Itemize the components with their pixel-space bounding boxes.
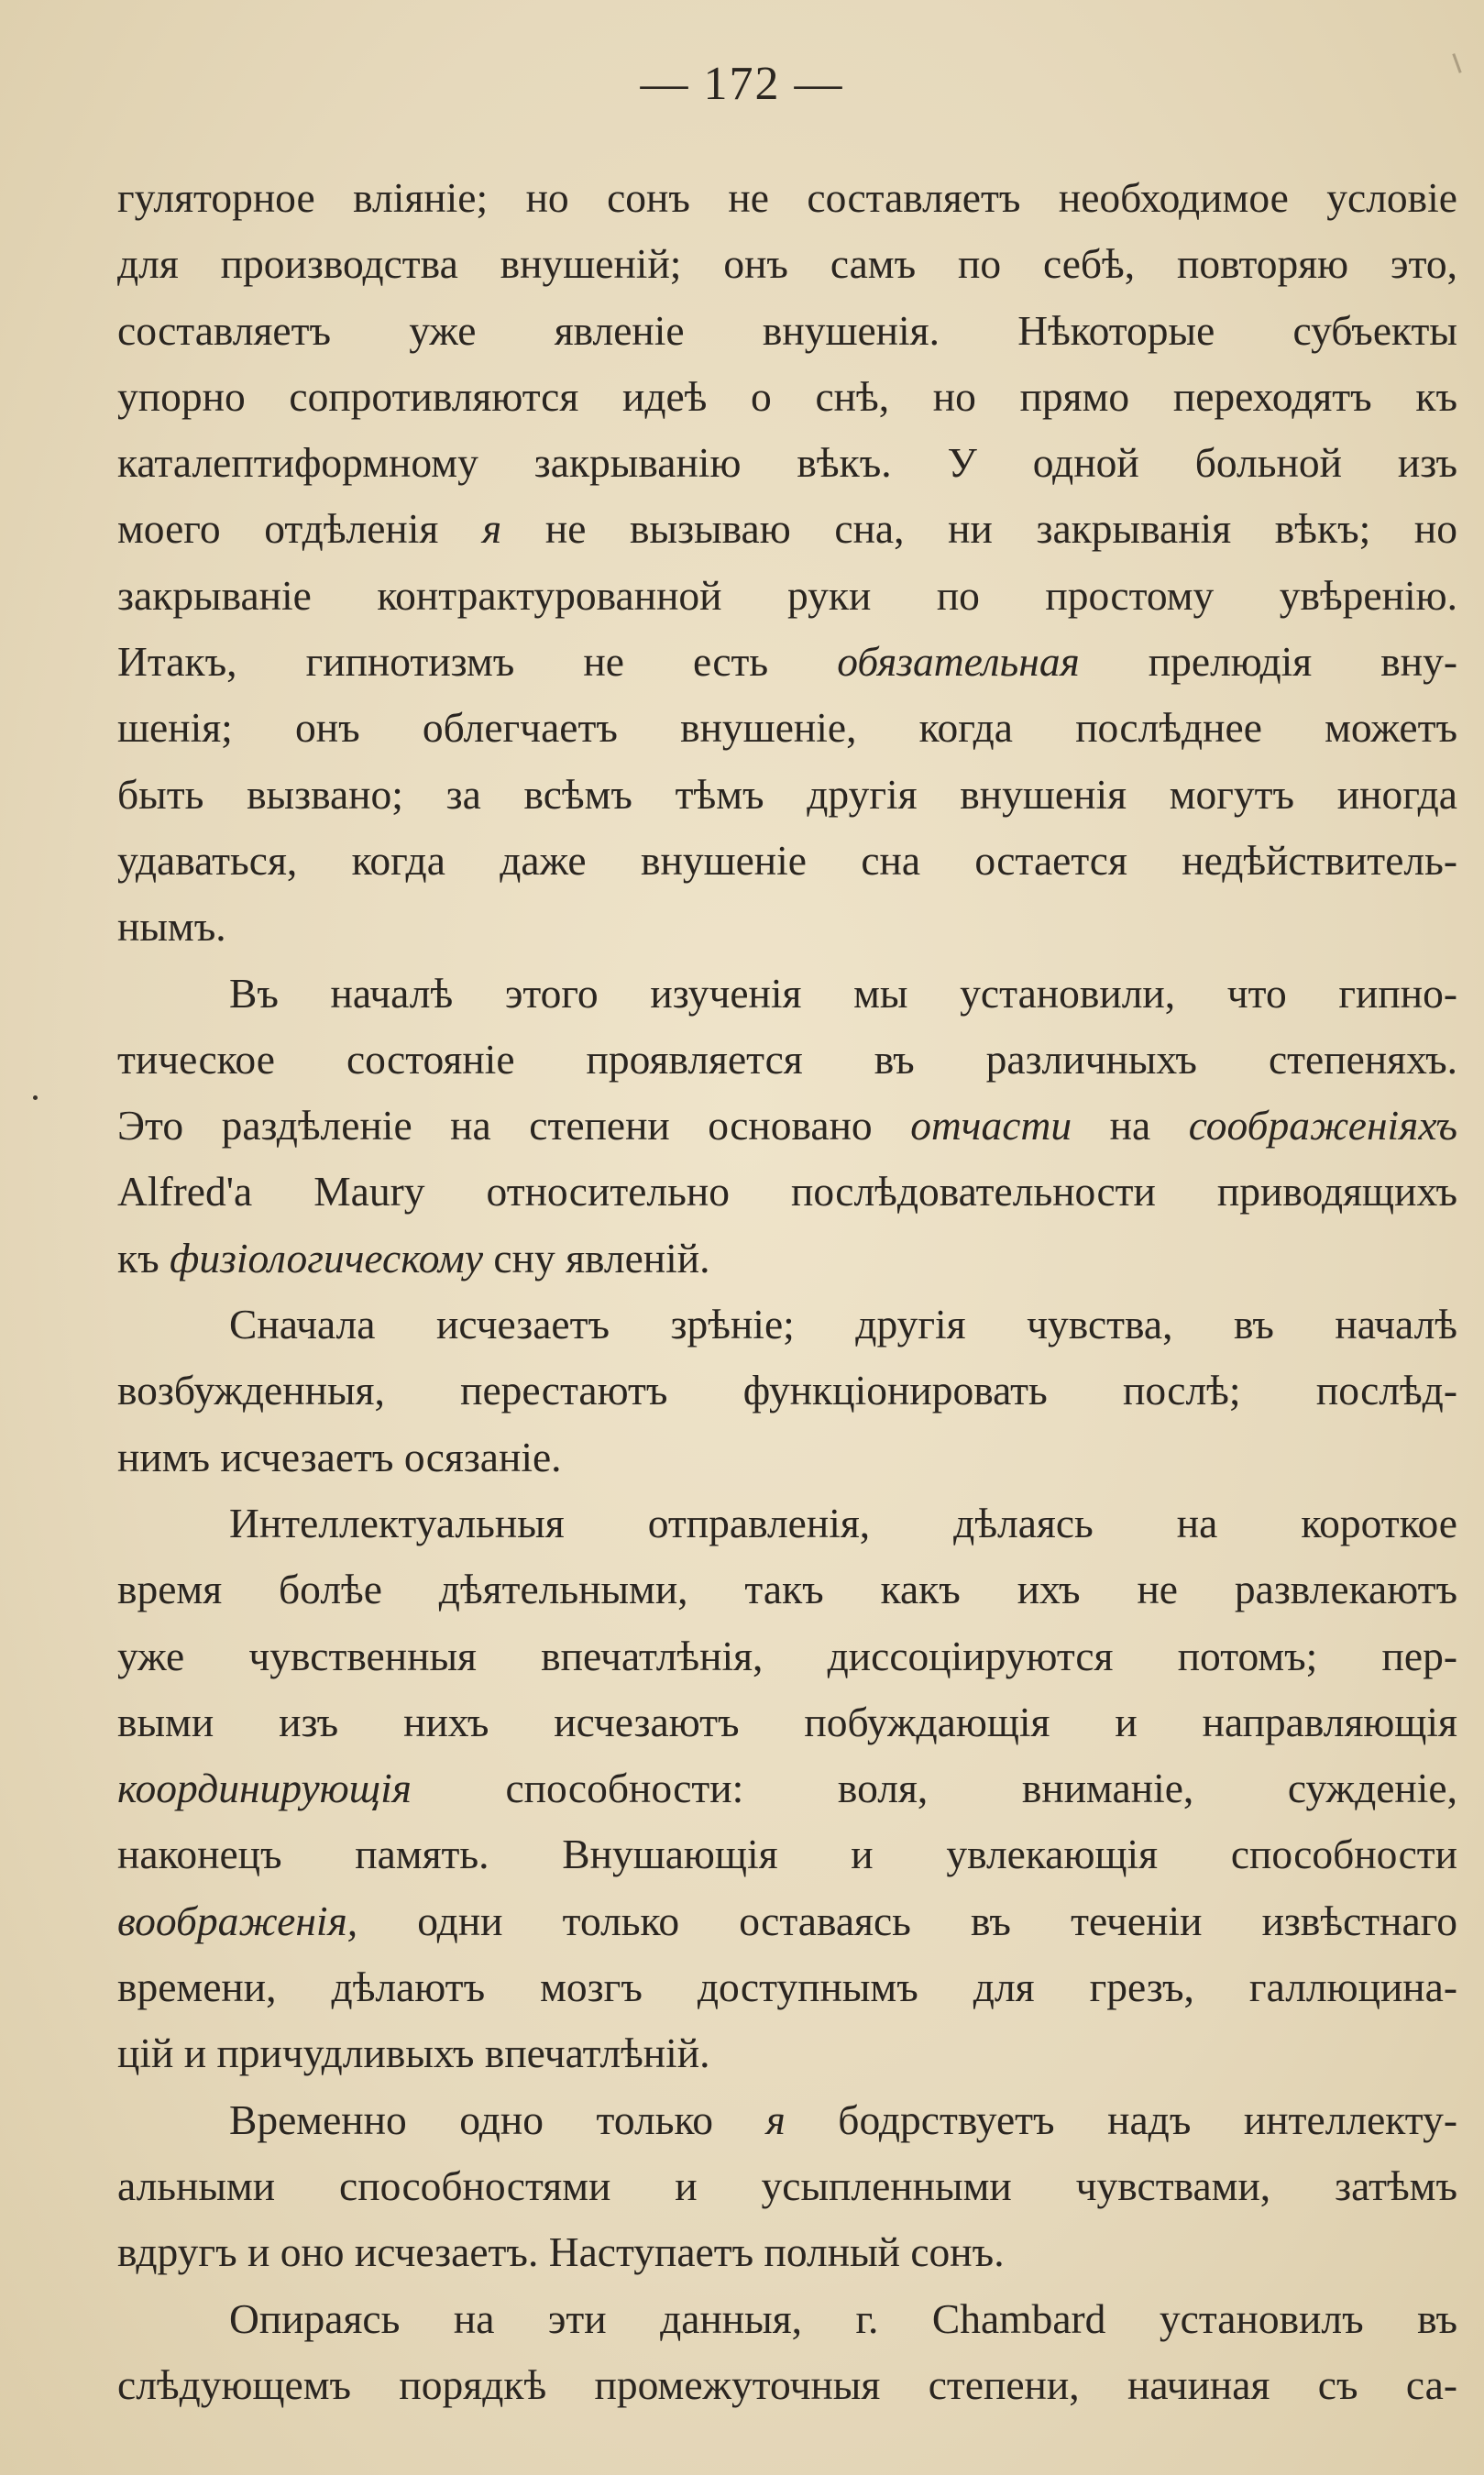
paragraph-3 [117, 1292, 1457, 1490]
text-line: моего отдѣленія я не вызываю сна, ни закрыванія вѣкъ; но [117, 505, 1457, 553]
text-line: нимъ исчезаетъ осязаніе. [117, 1433, 562, 1480]
text-line: шенія; онъ облегчаетъ внушеніе, когда послѣднее можетъ [117, 704, 1457, 752]
text-line: гуляторное вліяніе; но сонъ не составляетъ необходимое условіе [117, 174, 1457, 221]
text-line: каталептиформному закрыванію вѣкъ. У одной больной изъ [117, 439, 1457, 487]
text-line: время болѣе дѣятельными, такъ какъ ихъ не развлекаютъ [117, 1566, 1457, 1613]
text-line: слѣдующемъ порядкѣ промежуточныя степени, начиная съ са- [117, 2360, 1457, 2408]
paragraph-5 [117, 2087, 1457, 2286]
text-line: выми изъ нихъ исчезаютъ побуждающія и направляющія [117, 1698, 1457, 1745]
text-line: составляетъ уже явленіе внушенія. Нѣкоторые субъекты [117, 306, 1457, 354]
text-line: координирующія способности: воля, вниманіе, сужденіе, [117, 1765, 1457, 1812]
text-line: вдругъ и оно исчезаетъ. Наступаетъ полный сонъ. [117, 2228, 1005, 2276]
text-line: наконецъ память. Внушающія и увлекающія способности [117, 1831, 1457, 1878]
text-line: воображенія, одни только оставаясь въ теченіи извѣстнаго [117, 1897, 1457, 1944]
text-line: Временно одно только я бодрствуетъ надъ интеллекту- [229, 2096, 1457, 2143]
margin-speck [33, 1095, 38, 1100]
text-line: альными способностями и усыпленными чувствами, затѣмъ [117, 2162, 1457, 2209]
paragraph-6 [117, 2286, 1457, 2419]
text-line: уже чувственныя впечатлѣнія, диссоціируются потомъ; пер- [117, 1632, 1457, 1679]
text-line: удаваться, когда даже внушеніе сна остается недѣйствитель- [117, 836, 1457, 884]
paragraph-4 [117, 1490, 1457, 2087]
body-text [117, 165, 1457, 2418]
text-line: Сначала исчезаетъ зрѣніе; другія чувства, въ началѣ [229, 1301, 1457, 1348]
text-line: Опираясь на эти данныя, г. Chambard установилъ въ [229, 2294, 1457, 2342]
text-line: Интеллектуальныя отправленія, дѣлаясь на короткое [229, 1499, 1457, 1546]
paragraph-2 [117, 961, 1457, 1292]
text-line: Итакъ, гипнотизмъ не есть обязательная прелюдія вну- [117, 638, 1457, 686]
text-line: времени, дѣлаютъ мозгъ доступнымъ для грезъ, галлюцина- [117, 1964, 1457, 2011]
text-line: возбужденныя, перестаютъ функціонировать послѣ; послѣд- [117, 1367, 1457, 1414]
text-line: цій и причудливыхъ впечатлѣній. [117, 2030, 710, 2077]
text-line: упорно сопротивляются идеѣ о снѣ, но прямо переходятъ къ [117, 372, 1457, 420]
text-line: къ физіологическому сну явленій. [117, 1234, 710, 1282]
text-line: закрываніе контрактурованной руки по простому увѣренію. [117, 571, 1457, 619]
paragraph-1 [117, 165, 1457, 961]
text-line: для производства внушеній; онъ самъ по себѣ, повторяю это, [117, 240, 1457, 288]
page-number: — 172 — [640, 58, 844, 110]
text-line: Alfred'a Maury относительно послѣдовательности приводящихъ [117, 1168, 1457, 1216]
text-line: нымъ. [117, 903, 226, 951]
text-line: Это раздѣленіе на степени основано отчасти на соображеніяхъ [117, 1102, 1457, 1150]
text-line: тическое состояніе проявляется въ различныхъ степеняхъ. [117, 1035, 1457, 1083]
text-line: быть вызвано; за всѣмъ тѣмъ другія внушенія могутъ иногда [117, 770, 1457, 818]
text-line: Въ началѣ этого изученія мы установили, что гипно- [229, 969, 1457, 1017]
